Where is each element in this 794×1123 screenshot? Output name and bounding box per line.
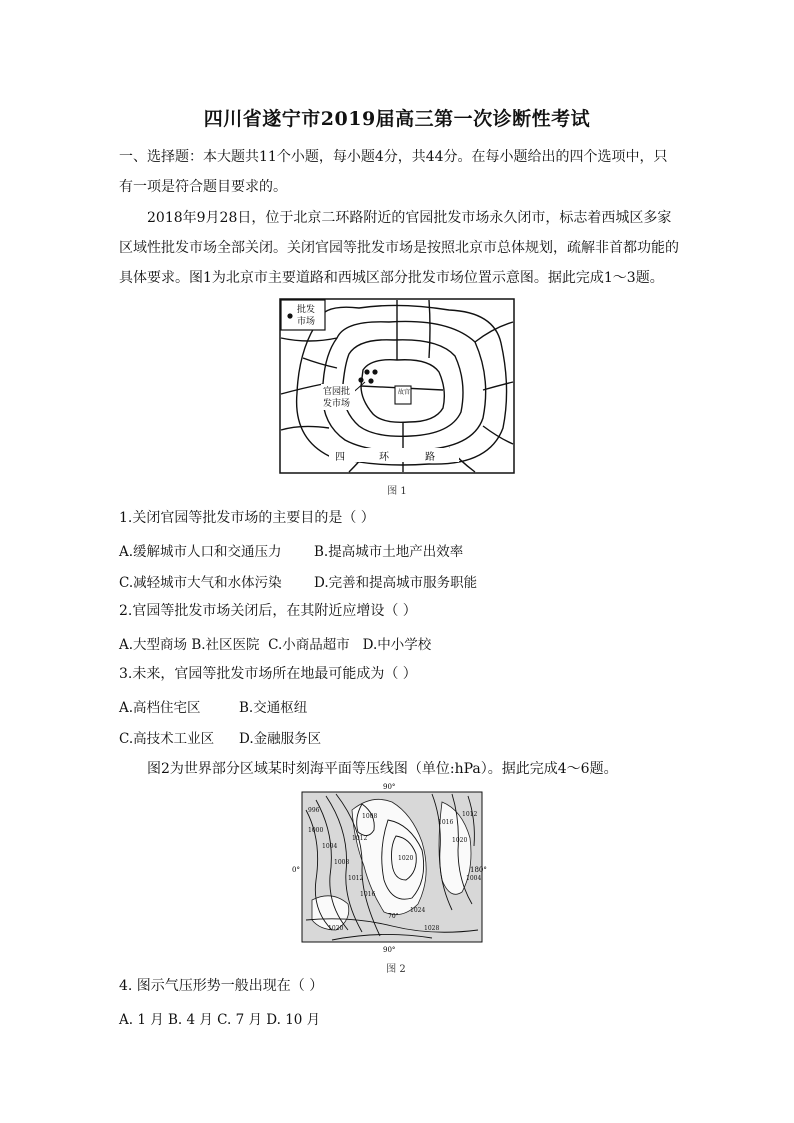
figure-2-isobar-map [292, 780, 488, 956]
isobar-label: 996 [308, 807, 320, 814]
road-label: 四 [335, 452, 345, 463]
market-dot-icon [368, 378, 373, 383]
legend-dot-icon [287, 313, 292, 318]
figure-1-caption: 图 1 [387, 486, 407, 497]
question-3-option-d: D.金融服务区 [239, 731, 322, 747]
isobar-label: 1016 [360, 891, 376, 898]
longitude-label-left: 0° [292, 866, 300, 874]
question-1-option-c: C.减轻城市大气和水体污染 [119, 575, 282, 591]
isobar-label: 1004 [322, 843, 338, 850]
question-1-option-a: A.缓解城市人口和交通压力 [119, 544, 282, 560]
longitude-label-top: 90° [383, 783, 396, 791]
question-3-stem: 3.未来，官园等批发市场所在地最可能成为（ ） [119, 666, 417, 682]
isobar-label: 1028 [424, 925, 440, 932]
road-label: 路 [425, 452, 435, 463]
palace-label: 故 [398, 389, 405, 396]
isobar-label: 1024 [410, 907, 426, 914]
guanyuan-label: 官园批 [323, 387, 351, 397]
question-2-options: A.大型商场 B.社区医院 C.小商品超市 D.中小学校 [119, 637, 432, 653]
isobar-label: 1012 [348, 875, 364, 882]
market-dot-icon [364, 369, 369, 374]
market-dot-icon [372, 369, 377, 374]
question-4-options: A. 1 月 B. 4 月 C. 7 月 D. 10 月 [119, 1012, 321, 1028]
isobar-label: 1012 [352, 835, 368, 842]
figure-2-caption: 图 2 [386, 964, 406, 975]
isobar-label: 1012 [462, 811, 478, 818]
palace-label: 宫 [404, 389, 411, 396]
latitude-label: 70° [388, 913, 399, 920]
passage-2: 图2为世界部分区域某时刻海平面等压线图（单位:hPa）。据此完成4～6题。 [147, 761, 618, 777]
isobar-label: 1020 [452, 837, 468, 844]
question-3-option-c: C.高技术工业区 [119, 731, 215, 747]
longitude-label-right: 180° [470, 866, 487, 874]
isobar-label: 1008 [362, 813, 378, 820]
isobar-label: 1004 [466, 875, 482, 882]
question-1-option-d: D.完善和提高城市服务职能 [314, 575, 478, 591]
question-2-stem: 2.官园等批发市场关闭后，在其附近应增设（ ） [119, 603, 417, 619]
isobar-label: 1020 [398, 855, 414, 862]
isobar-label: 1016 [438, 819, 454, 826]
isobar-label: 1000 [308, 827, 324, 834]
legend-label: 批发 [297, 305, 316, 315]
question-4-stem: 4. 图示气压形势一般出现在（ ） [119, 978, 324, 994]
longitude-label-bottom: 90° [383, 946, 396, 954]
road-label-bg [329, 448, 459, 462]
page-title: 四川省遂宁市2019届高三第一次诊断性考试 [203, 108, 591, 130]
isobar-label: 1020 [328, 925, 344, 932]
question-3-option-a: A.高档住宅区 [119, 700, 201, 716]
guanyuan-label: 发市场 [323, 399, 351, 409]
market-dot-icon [358, 377, 363, 382]
legend-label: 市场 [297, 317, 316, 327]
road-label: 环 [379, 452, 389, 463]
passage-1: 2018年9月28日，位于北京二环路附近的官园批发市场永久闭市，标志着西城区多家区域性批发市场全部关闭。关闭官园等批发市场是按照北京市总体规划，疏解非首都功能的具体要求。图1为北京市主要道路和西城区部分批发市场位置示意图。据此完成1～3题。 [119, 210, 679, 286]
question-3-option-b: B.交通枢纽 [239, 700, 308, 716]
question-1-stem: 1.关闭官园等批发市场的主要目的是（ ） [119, 510, 375, 526]
section-intro: 一、选择题：本大题共11个小题，每小题4分，共44分。在每小题给出的四个选项中，只有一项是符合题目要求的。 [119, 149, 668, 195]
figure-1-map [279, 298, 515, 474]
question-1-option-b: B.提高城市土地产出效率 [314, 544, 464, 560]
isobar-label: 1008 [334, 859, 350, 866]
